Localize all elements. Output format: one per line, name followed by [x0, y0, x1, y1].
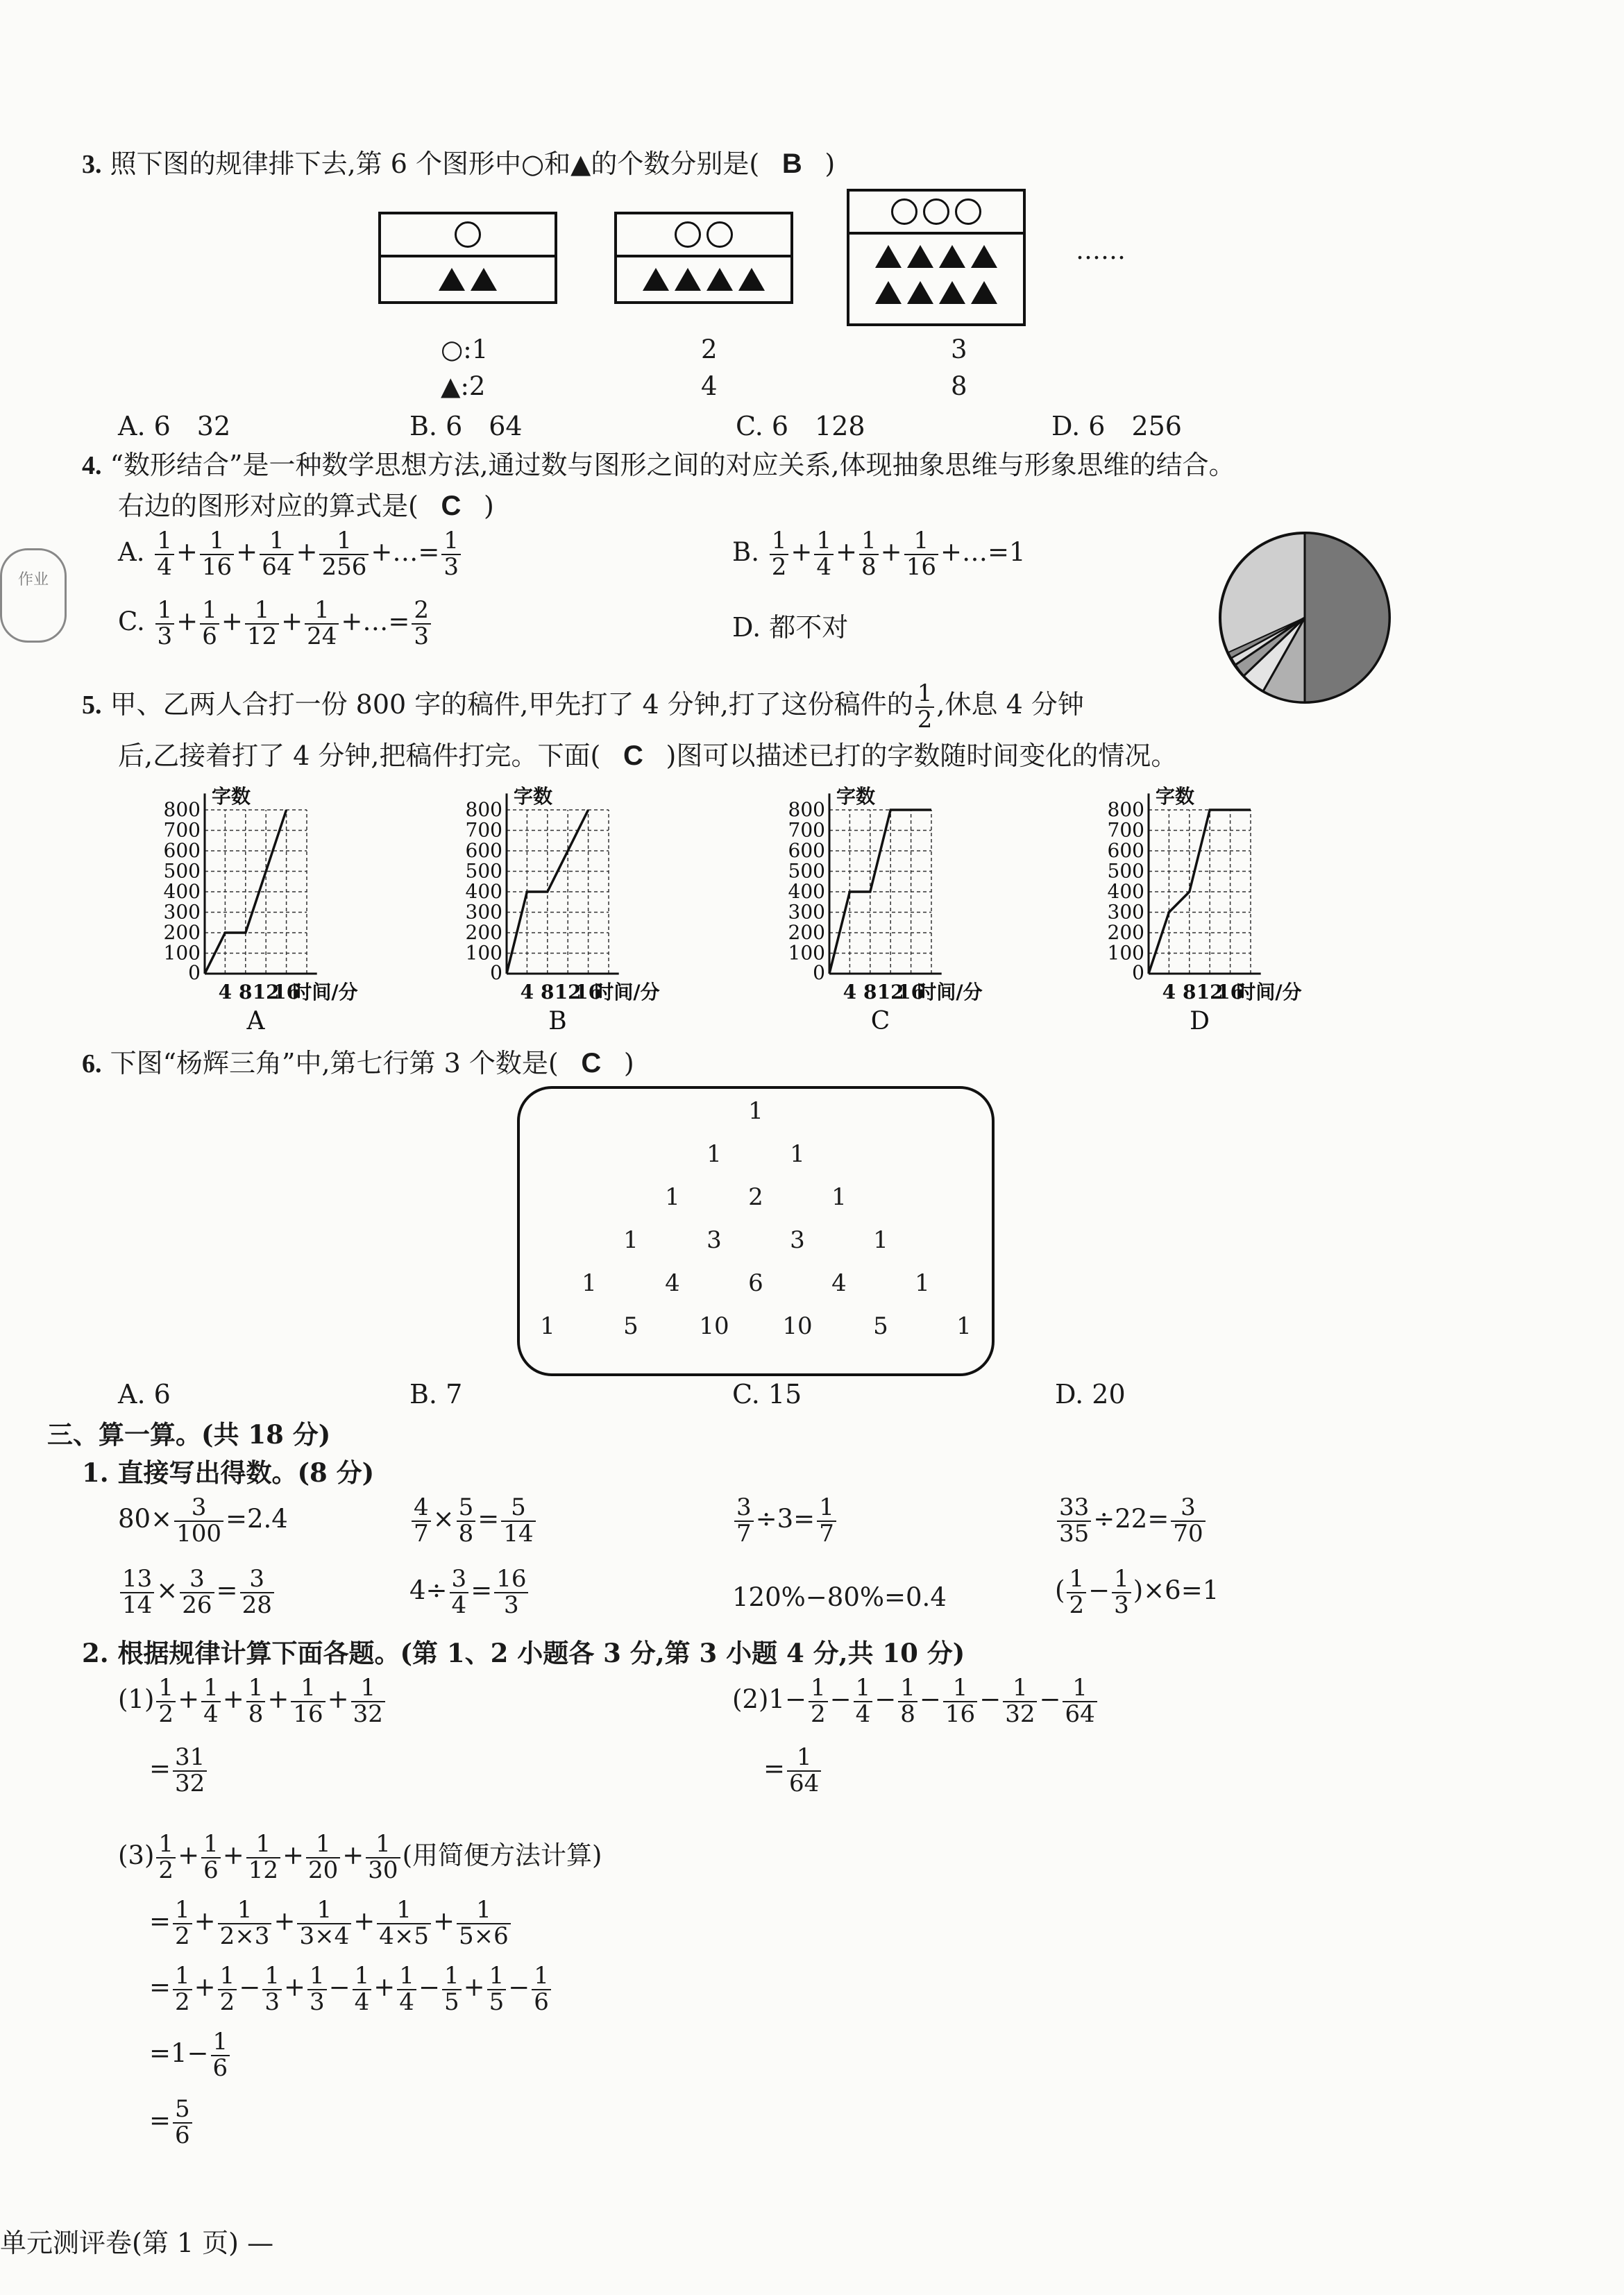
- q5-number: 5.: [82, 691, 102, 720]
- y-tick-label: 300: [788, 900, 825, 924]
- x-tick-label: 4: [1162, 981, 1176, 1003]
- triangle-number: 1: [623, 1226, 638, 1254]
- calc-3-step1: = $\frac{1}{2}$ + $\frac{1}{2\times 3}$ + $\frac{1}{3\times 4}$ + $\frac{1}{4\times 5}$ + $\frac{1}{5\times 6}$: [149, 1898, 513, 1949]
- x-tick-label: 8: [239, 981, 253, 1003]
- y-tick-label: 600: [163, 839, 201, 862]
- frac-numerator: 1: [915, 681, 935, 708]
- x-tick-label: 12: [1196, 981, 1224, 1003]
- origin-label: 0: [490, 961, 502, 984]
- y-tick-label: 600: [788, 839, 825, 862]
- fraction: $\frac{1}{3}$: [262, 1964, 282, 2015]
- fraction: $\frac{1}{3}$: [307, 1964, 327, 2015]
- q6-option-d: D. 20: [1055, 1379, 1126, 1409]
- q6-option-a: A. 6: [118, 1379, 171, 1409]
- direct-eq-7: 120%−80%=0.4: [732, 1582, 947, 1612]
- fraction: $\frac{1}{5}$: [487, 1964, 507, 2015]
- y-tick-label: 100: [1107, 941, 1144, 965]
- triangle-shape: [471, 268, 497, 291]
- y-axis-label: 字数: [1156, 785, 1195, 808]
- triangle-shape: [675, 268, 701, 291]
- triangle-count-3: 8: [951, 371, 967, 401]
- triangle-number: 10: [782, 1312, 813, 1340]
- q4-pie-figure: [1215, 527, 1395, 708]
- pattern-figure-1: [378, 212, 557, 304]
- option-label: A.: [118, 537, 145, 568]
- x-tick-label: 16: [897, 981, 925, 1003]
- y-tick-label: 200: [1107, 921, 1144, 944]
- fraction: $\frac{1}{2}$: [809, 1676, 828, 1727]
- q3-text: 照下图的规律排下去,第 6 个图形中○和▲的个数分别是(: [110, 149, 760, 179]
- triangle-shape: [939, 245, 965, 268]
- triangle-shape: [907, 281, 933, 304]
- chart-title: A: [246, 1007, 265, 1033]
- x-axis-label: 时间/分: [917, 981, 983, 1003]
- yang-hui-triangle: [517, 1086, 995, 1376]
- q5-text2b: )图可以描述已打的字数随时间变化的情况。: [666, 740, 1178, 771]
- y-tick-label: 600: [465, 839, 502, 862]
- y-axis-label: 字数: [514, 785, 553, 808]
- fraction: $\frac{1}{4\times 5}$: [377, 1898, 431, 1949]
- q5-text2a: 后,乙接着打了 4 分钟,把稿件打完。下面(: [118, 740, 601, 771]
- row-triangle-label: ▲:2: [441, 371, 486, 401]
- triangle-number: 4: [665, 1269, 680, 1297]
- circle-shape: [707, 221, 733, 248]
- fraction: $\frac{1}{5}$: [442, 1964, 462, 2015]
- triangle-shape: [707, 268, 733, 291]
- triangle-shape: [939, 281, 965, 304]
- x-tick-label: 16: [1217, 981, 1244, 1003]
- y-tick-label: 600: [1107, 839, 1144, 862]
- q3-option-a: A. 6 32: [118, 411, 231, 441]
- fraction: $\frac{1}{2}$: [218, 1964, 237, 2015]
- y-tick-label: 800: [465, 798, 502, 821]
- y-tick-label: 300: [465, 900, 502, 924]
- x-axis-label: 时间/分: [1236, 981, 1302, 1003]
- fraction: $\frac{1}{32}$: [1003, 1676, 1037, 1727]
- origin-label: 0: [188, 961, 201, 984]
- q4-option-d: D. 都不对: [732, 612, 849, 643]
- y-tick-label: 100: [163, 941, 201, 965]
- triangle-number: 1: [665, 1183, 680, 1211]
- triangle-number: 3: [707, 1226, 722, 1254]
- q3-option-b: B. 6 64: [409, 411, 523, 441]
- fraction: $\frac{1}{2}$: [173, 1964, 192, 2015]
- fraction: $\frac{1}{6}$: [532, 1964, 551, 2015]
- x-tick-label: 8: [541, 981, 555, 1003]
- y-tick-label: 300: [163, 900, 201, 924]
- q4-option-b: B. $\frac{1}{2}$ + $\frac{1}{4}$ + $\frac{1}{8}$ + $\frac{1}{16}$ +…=1: [732, 527, 1026, 581]
- q4-option-a: A. $\frac{1}{4}$ + $\frac{1}{16}$ + $\frac{1}{64}$ + $\frac{1}{256}$ +…= $\frac{1}{3}$: [118, 529, 463, 579]
- x-axis-label: 时间/分: [594, 981, 660, 1003]
- calc-2: (2)1− $\frac{1}{2}$ − $\frac{1}{4}$ − $\frac{1}{8}$ − $\frac{1}{16}$ − $\frac{1}{32}$ − $\frac{1}{64}$: [732, 1676, 1099, 1727]
- fraction: $\frac{1}{30}$: [366, 1832, 400, 1883]
- fraction: $\frac{1}{32}$: [351, 1676, 385, 1727]
- triangle-shape: [971, 281, 997, 304]
- y-tick-label: 700: [465, 818, 502, 842]
- triangle-number: 5: [873, 1312, 888, 1340]
- y-tick-label: 400: [465, 880, 502, 903]
- q4-close: ): [484, 491, 494, 521]
- triangle-shape: [875, 245, 902, 268]
- fraction: $\frac{1}{20}$: [306, 1832, 340, 1883]
- q4-number: 4.: [82, 451, 102, 480]
- triangle-number: 5: [623, 1312, 638, 1340]
- triangle-number: 1: [915, 1269, 930, 1297]
- q3-stem: [82, 147, 835, 181]
- chart-title: D: [1190, 1007, 1210, 1033]
- chart-title: C: [870, 1007, 890, 1033]
- x-tick-label: 12: [554, 981, 582, 1003]
- option-label: B.: [732, 537, 759, 568]
- direct-eq-8: ( $\frac{1}{2}$ − $\frac{1}{3}$ )×6=1: [1055, 1565, 1219, 1619]
- y-tick-label: 100: [788, 941, 825, 965]
- q6-option-c: C. 15: [732, 1379, 802, 1409]
- triangle-number: 1: [707, 1140, 722, 1168]
- y-tick-label: 700: [163, 818, 201, 842]
- triangle-number: 6: [748, 1269, 763, 1297]
- homework-stamp: [0, 548, 67, 643]
- calc-3-step3: =1− $\frac{1}{6}$: [149, 2030, 232, 2081]
- triangle-number: 10: [699, 1312, 729, 1340]
- x-tick-label: 4: [218, 981, 232, 1003]
- option-label: C.: [118, 607, 145, 637]
- x-tick-label: 4: [843, 981, 857, 1003]
- stamp-text: 作业: [17, 571, 49, 588]
- triangle-number: 1: [582, 1269, 597, 1297]
- fraction: $\frac{1}{3\times 4}$: [297, 1898, 351, 1949]
- calc-1: (1) $\frac{1}{2}$ + $\frac{1}{4}$ + $\frac{1}{8}$ + $\frac{1}{16}$ + $\frac{1}{32}$: [118, 1676, 387, 1727]
- fraction: $\frac{1}{4}$: [201, 1676, 221, 1727]
- y-tick-label: 800: [163, 798, 201, 821]
- fraction: $\frac{1}{8}$: [246, 1676, 266, 1727]
- q4-line2: [118, 489, 494, 523]
- y-tick-label: 800: [788, 798, 825, 821]
- y-tick-label: 200: [163, 921, 201, 944]
- y-axis-label: 字数: [836, 785, 876, 808]
- fraction: $\frac{1}{2}$: [156, 1832, 176, 1883]
- q3-option-c: C. 6 128: [736, 411, 865, 441]
- circle-shape: [923, 198, 949, 225]
- y-tick-label: 200: [788, 921, 825, 944]
- triangle-shape: [643, 268, 669, 291]
- pattern-figure-3: [847, 189, 1026, 326]
- fraction: $\frac{1}{2}$: [156, 1676, 176, 1727]
- fraction: $\frac{1}{5\times 6}$: [457, 1898, 511, 1949]
- y-tick-label: 500: [465, 859, 502, 883]
- q6-close: ): [623, 1048, 634, 1078]
- q6-text: 下图“杨辉三角”中,第七行第 3 个数是(: [110, 1048, 559, 1078]
- direct-eq-1: 80× $\frac{3}{100}$ =2.4: [118, 1493, 288, 1548]
- q4-answer: C: [441, 491, 462, 521]
- calc-1-result: = $\frac{31}{32}$: [149, 1745, 209, 1796]
- circle-count-3: 3: [951, 334, 967, 364]
- triangle-number: 1: [956, 1312, 972, 1340]
- x-axis-label: 时间/分: [292, 981, 358, 1003]
- direct-eq-2: $\frac{4}{7}$ × $\frac{5}{8}$ = $\frac{5}{14}$: [409, 1496, 538, 1546]
- fraction: $\frac{1}{16}$: [943, 1676, 977, 1727]
- fraction: $\frac{1}{4}$: [353, 1964, 372, 2015]
- q3-number: 3.: [82, 150, 102, 179]
- q5-line1: [82, 681, 1084, 732]
- triangle-shape: [971, 245, 997, 268]
- calc-3-step2: = $\frac{1}{2}$ + $\frac{1}{2}$ − $\frac{1}{3}$ + $\frac{1}{3}$ − $\frac{1}{4}$ + $\frac{1}{4}$ − $\frac{1}{5}$ + $\frac{1}{5}$ − $\frac{1}{6}$: [149, 1964, 553, 2015]
- q6-answer: C: [581, 1048, 602, 1078]
- calc-3-step4: = $\frac{5}{6}$: [149, 2097, 194, 2148]
- y-tick-label: 800: [1107, 798, 1144, 821]
- line-chart-b: [444, 783, 736, 1033]
- circle-shape: [891, 198, 917, 225]
- q6-stem: [82, 1047, 634, 1081]
- part2-title: 2. 根据规律计算下面各题。(第 1、2 小题各 3 分,第 3 小题 4 分,共 10 分): [82, 1638, 965, 1668]
- fraction: $\frac{1}{6}$: [201, 1832, 221, 1883]
- row-circle-label: ○:1: [441, 334, 489, 364]
- calc-2-result: = $\frac{1}{64}$: [763, 1745, 823, 1796]
- direct-eq-4: $\frac{33}{35}$ ÷22= $\frac{3}{70}$: [1055, 1496, 1208, 1546]
- y-tick-label: 500: [1107, 859, 1144, 883]
- direct-eq-3: $\frac{3}{7}$ ÷3= $\frac{1}{7}$: [732, 1496, 838, 1546]
- circle-shape: [955, 198, 981, 225]
- fraction: $\frac{1}{8}$: [898, 1676, 917, 1727]
- origin-label: 0: [813, 961, 825, 984]
- x-tick-label: 16: [273, 981, 301, 1003]
- triangle-number: 2: [748, 1183, 763, 1211]
- q6-number: 6.: [82, 1049, 102, 1078]
- q3-answer: B: [781, 149, 802, 179]
- x-tick-label: 12: [877, 981, 904, 1003]
- q3-close: ): [824, 149, 836, 179]
- section3-title: 三、算一算。(共 18 分): [47, 1419, 331, 1450]
- triangle-number: 1: [748, 1097, 763, 1125]
- y-tick-label: 200: [465, 921, 502, 944]
- triangle-shape: [875, 281, 902, 304]
- q5-text1a: 甲、乙两人合打一份 800 字的稿件,甲先打了 4 分钟,打了这份稿件的: [110, 689, 913, 720]
- q4-text2: 右边的图形对应的算式是(: [118, 491, 418, 521]
- fraction: $\frac{1}{4}$: [854, 1676, 873, 1727]
- q5-answer: C: [623, 740, 643, 771]
- q3-option-d: D. 6 256: [1051, 411, 1182, 441]
- q4-option-c: C. $\frac{1}{3}$ + $\frac{1}{6}$ + $\frac{1}{12}$ + $\frac{1}{24}$ +…= $\frac{2}{3}$: [118, 598, 433, 649]
- q5-text1b: ,休息 4 分钟: [936, 689, 1084, 720]
- triangle-number: 1: [790, 1140, 805, 1168]
- fraction: $\frac{1}{4}$: [397, 1964, 416, 2015]
- direct-eq-6: 4÷ $\frac{3}{4}$ = $\frac{16}{3}$: [409, 1567, 530, 1618]
- y-tick-label: 100: [465, 941, 502, 965]
- q5-line2: [118, 739, 1177, 772]
- triangle-number: 3: [790, 1226, 805, 1254]
- line-chart-c: [767, 783, 1058, 1033]
- x-tick-label: 16: [575, 981, 602, 1003]
- y-tick-label: 400: [163, 880, 201, 903]
- triangle-number: 4: [831, 1269, 847, 1297]
- x-tick-label: 4: [520, 981, 534, 1003]
- pattern-figure-2: [614, 212, 793, 304]
- y-tick-label: 500: [163, 859, 201, 883]
- fraction: $\frac{1}{64}$: [1063, 1676, 1097, 1727]
- y-tick-label: 700: [788, 818, 825, 842]
- triangle-number: 1: [873, 1226, 888, 1254]
- q6-option-b: B. 7: [409, 1379, 463, 1409]
- circle-shape: [675, 221, 701, 248]
- triangle-count-2: 4: [701, 371, 718, 401]
- direct-eq-5: $\frac{13}{14}$ × $\frac{3}{26}$ = $\frac{3}{28}$: [118, 1567, 276, 1618]
- fraction: $\frac{1}{12}$: [246, 1832, 280, 1883]
- y-tick-label: 500: [788, 859, 825, 883]
- y-axis-label: 字数: [212, 785, 251, 808]
- triangle-shape: [738, 268, 765, 291]
- triangle-number: 1: [831, 1183, 847, 1211]
- circle-count-2: 2: [701, 334, 718, 364]
- y-tick-label: 400: [788, 880, 825, 903]
- triangle-shape: [907, 245, 933, 268]
- chart-title: B: [548, 1007, 567, 1033]
- origin-label: 0: [1132, 961, 1144, 984]
- part1-title: 1. 直接写出得数。(8 分): [82, 1457, 375, 1488]
- q4-line1: [82, 450, 1235, 482]
- x-tick-label: 8: [1183, 981, 1196, 1003]
- fraction: $\frac{1}{2}$: [173, 1898, 192, 1949]
- calc-3: (3) $\frac{1}{2}$ + $\frac{1}{6}$ + $\frac{1}{12}$ + $\frac{1}{20}$ + $\frac{1}{30}$ (用简便方法计算): [118, 1830, 602, 1884]
- fraction: $\frac{1}{16}$: [291, 1676, 325, 1727]
- fraction: $\frac{1}{2\times 3}$: [218, 1898, 272, 1949]
- triangle-shape: [439, 268, 465, 291]
- x-tick-label: 12: [252, 981, 280, 1003]
- q4-text1: “数形结合”是一种数学思想方法,通过数与图形之间的对应关系,体现抽象思维与形象思维的结合。: [110, 450, 1235, 480]
- frac-denominator: 2: [917, 705, 933, 734]
- circle-shape: [455, 221, 481, 248]
- y-tick-label: 400: [1107, 880, 1144, 903]
- y-tick-label: 300: [1107, 900, 1144, 924]
- line-chart-a: [142, 783, 434, 1033]
- x-tick-label: 8: [863, 981, 877, 1003]
- pattern-ellipsis: ……: [1076, 237, 1126, 265]
- y-tick-label: 700: [1107, 818, 1144, 842]
- footer: 单元测评卷(第 1 页) —: [0, 2228, 274, 2258]
- triangle-number: 1: [540, 1312, 555, 1340]
- line-chart-d: [1086, 783, 1378, 1033]
